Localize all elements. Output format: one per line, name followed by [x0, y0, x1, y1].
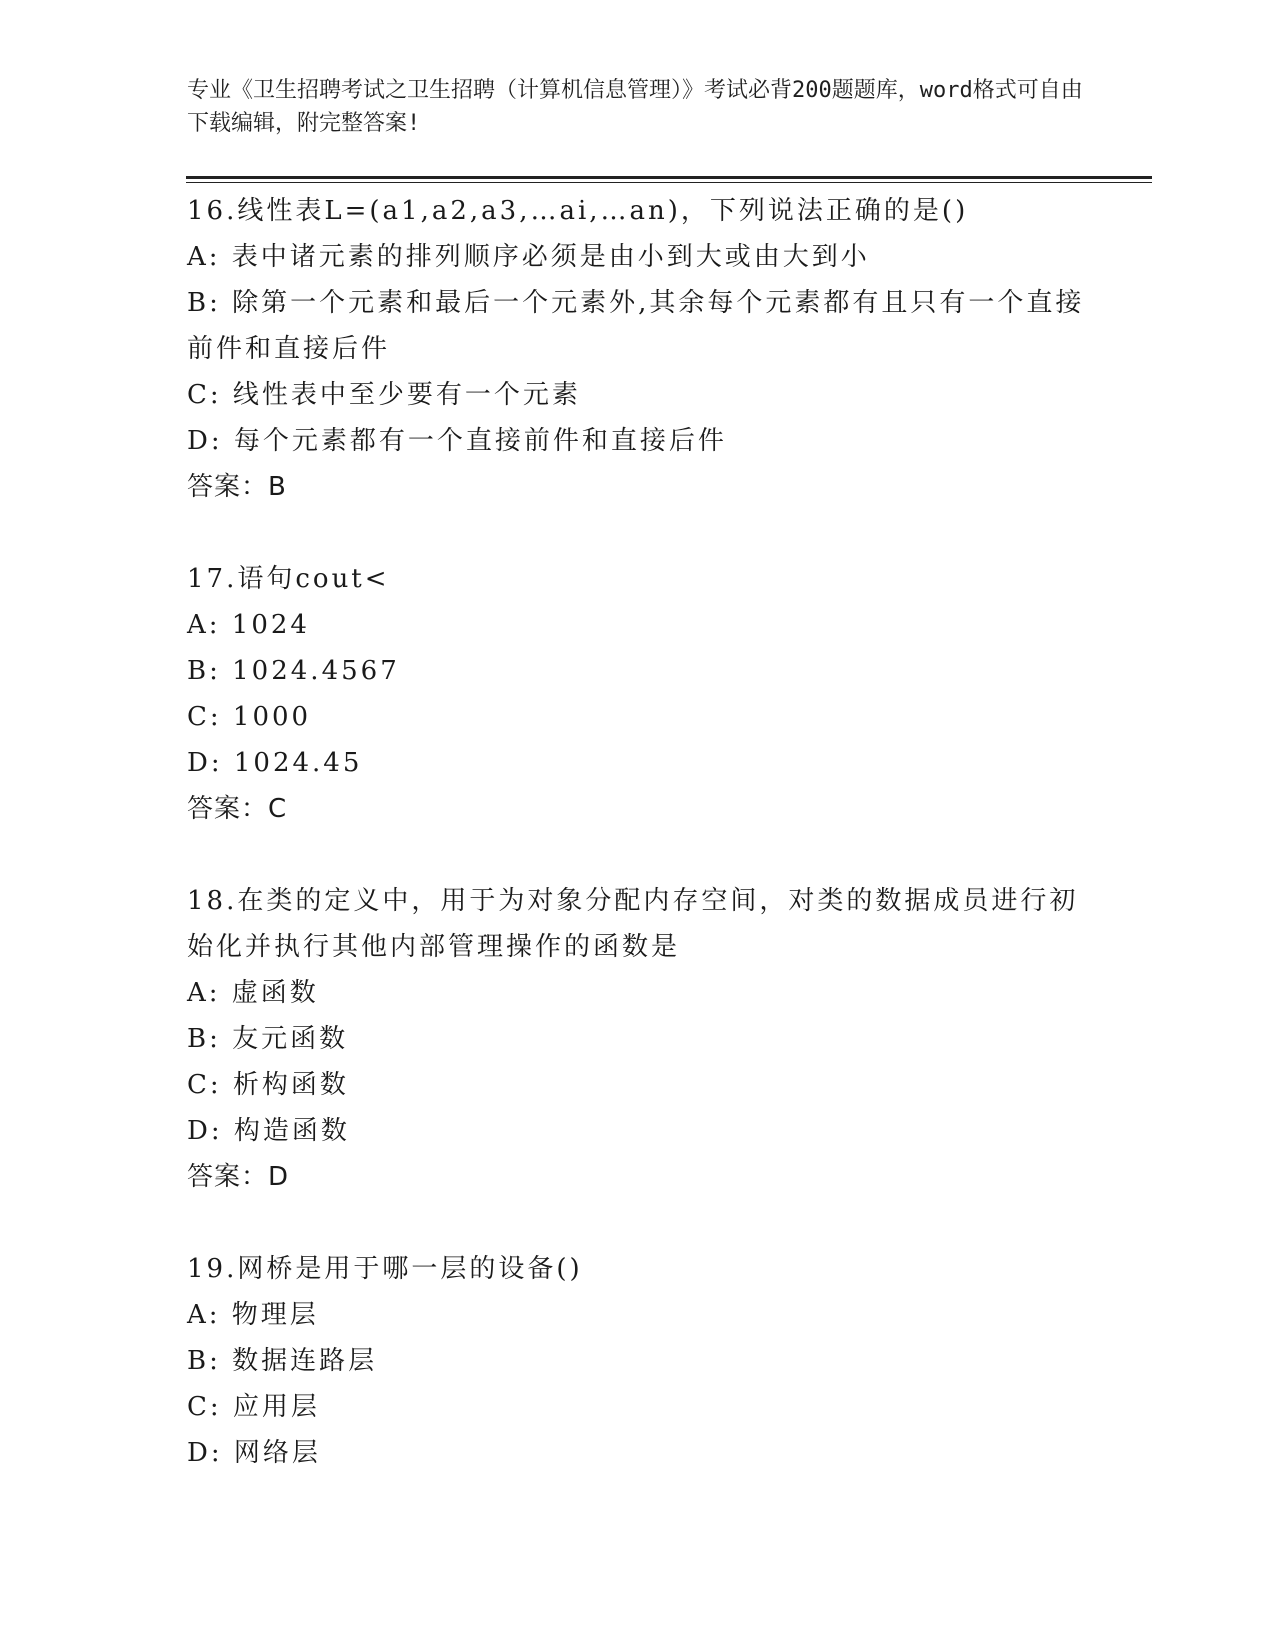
question-list	[187, 188, 1087, 1522]
question-19	[187, 1246, 1087, 1476]
option-b: B: 1024.4567	[187, 656, 400, 686]
question-stem: 18.在类的定义中，用于为对象分配内存空间，对类的数据成员进行初始化并执行其他内部管理操作的函数是	[187, 886, 1079, 962]
question-17	[187, 556, 1087, 832]
option-d: D: 构造函数	[187, 1116, 350, 1146]
option-c: C: 析构函数	[187, 1070, 349, 1100]
answer-line: 答案：C	[187, 794, 288, 824]
question-stem: 16.线性表L=(a1,a2,a3,…ai,…an)，下列说法正确的是()	[187, 196, 969, 226]
header-divider	[186, 176, 1152, 179]
option-c: C: 线性表中至少要有一个元素	[187, 380, 581, 410]
question-18	[187, 878, 1087, 1200]
option-c: C: 1000	[187, 702, 312, 732]
option-b: B: 数据连路层	[187, 1346, 378, 1376]
answer-line: 答案：D	[187, 1162, 290, 1192]
question-stem: 17.语句cout<	[187, 564, 390, 594]
option-d: D: 1024.45	[187, 748, 363, 778]
question-stem: 19.网桥是用于哪一层的设备()	[187, 1254, 583, 1284]
option-d: D: 网络层	[187, 1438, 321, 1468]
answer-line: 答案：B	[187, 472, 287, 502]
option-a: A: 1024	[187, 610, 310, 640]
option-b: B: 友元函数	[187, 1024, 349, 1054]
option-d: D: 每个元素都有一个直接前件和直接后件	[187, 426, 727, 456]
option-a: A: 物理层	[187, 1300, 319, 1330]
question-16	[187, 188, 1087, 510]
option-c: C: 应用层	[187, 1392, 320, 1422]
header-divider-thin	[186, 182, 1152, 183]
option-a: A: 表中诸元素的排列顺序必须是由小到大或由大到小	[187, 242, 870, 272]
option-a: A: 虚函数	[187, 978, 319, 1008]
option-b: B: 除第一个元素和最后一个元素外,其余每个元素都有且只有一个直接前件和直接后件	[187, 288, 1085, 364]
document-header: 专业《卫生招聘考试之卫生招聘（计算机信息管理）》考试必背200题题库，word格式可自由下载编辑，附完整答案!	[187, 78, 1083, 136]
